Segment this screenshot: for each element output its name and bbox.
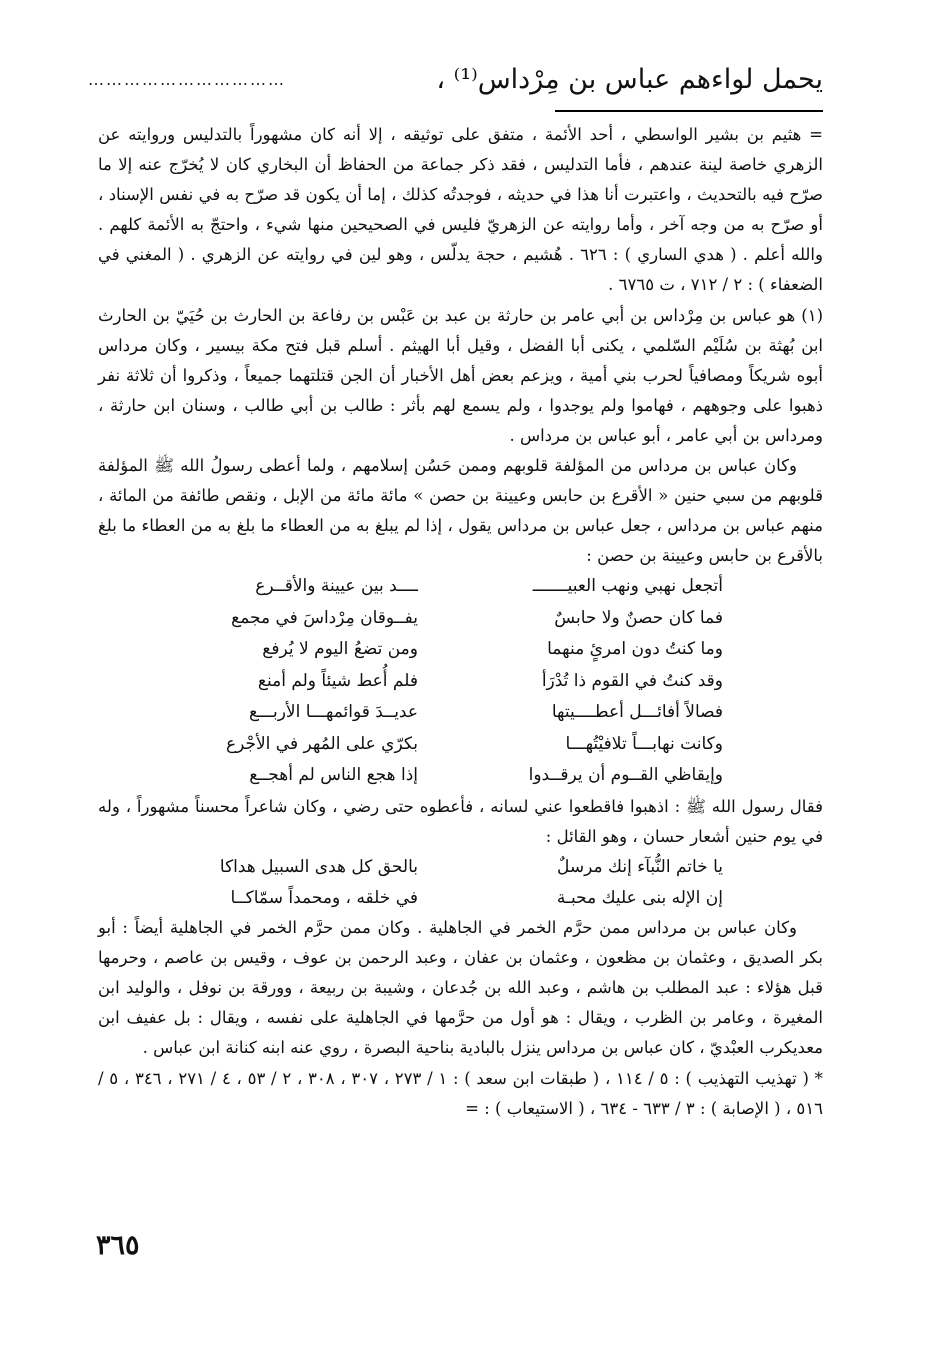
poem-verse <box>98 760 823 792</box>
verse-first-half: وقد كنتُ في القوم ذا تُدْرَأ <box>541 670 723 691</box>
poem-verse <box>98 666 823 698</box>
verse-second-half: عديــدَ قوائمهـــا الأربـــع <box>249 702 418 723</box>
footnote-text: هو عباس بن مِرْداس بن أبي عامر بن حارثة بن عبد بن عَبْس بن رفاعة بن الحارث بن حُيَيّ بن الحارث ابن بُهثة بن سُلَيْم السّلمي ، يكنى أبا الفضل ، وقيل أبا الهيثم . أسلم قبل فتح مكة بيسير ، وكان مرداس أبوه شريكاً ومصافياً لحرب بني أمية ، ويزعم بعض أهل الأخبار أن الجن قتلتهما جميعاً ، وذكروا أن ثلاثة نفر ذهبوا على وجوههم ، فهاموا ولم يوجدوا ، ولم يسمع لهم بأثر : طالب بن أبي طالب ، وسنان ابن حارثة ، ومرداس بن أبي عامر ، أبو عباس بن مرداس . <box>98 305 823 445</box>
poem-verse <box>98 571 823 603</box>
poem-1 <box>98 571 823 792</box>
poem-verse <box>98 634 823 666</box>
poem-verse <box>98 729 823 761</box>
poem-verse <box>98 697 823 729</box>
footnote-number: (١) <box>801 305 823 325</box>
page-number: ٣٦٥ <box>96 1230 140 1261</box>
references: * ( تهذيب التهذيب ) : ٥ / ١١٤ ، ( طبقات ابن سعد ) : ١ / ٢٧٣ ، ٣٠٧ ، ٣٠٨ ، ٢ / ٥٣ ، ٤ / ٢٧١ ، ٣٤٦ ، ٥ / ٥١٦ ، ( الإصابة ) : ٣ / ٦٣٣ - ٦٣٤ ، ( الاستيعاب ) : = <box>98 1068 823 1118</box>
paragraph-prophet-response: فقال رسول الله ﷺ : اذهبوا فاقطعوا عني لسانه ، فأعطوه حتى رضي ، وكان شاعراً محسناً مشهوراً ، وله في يوم حنين أشعار حسان ، وهو القائل : <box>98 796 823 846</box>
header-rule <box>555 110 823 112</box>
verse-second-half: في خلقه ، ومحمداً سمّاكــا <box>230 887 418 908</box>
verse-second-half: ــــد بين عيينة والأقــرع <box>255 576 418 597</box>
header-title: يحمل لواءهم عباس بن مِرْداس⁽¹⁾ ، <box>436 64 823 95</box>
poem-2 <box>98 852 823 913</box>
verse-second-half: بكرّي على المُهر في الأجْرع <box>225 733 418 754</box>
verse-second-half: ومن تضعُ اليوم لا يُرفع <box>262 639 418 660</box>
verse-first-half: وإيقاظي القــوم أن يرقــدوا <box>528 765 723 786</box>
verse-second-half: بالحق كل هدى السبيل هداكا <box>219 857 418 878</box>
poem-verse <box>98 883 823 914</box>
page-body <box>98 120 823 1124</box>
paragraph-muallafa: وكان عباس بن مرداس من المؤلفة قلوبهم وممن حَسُن إسلامهم ، ولما أعطى رسولُ الله ﷺ المؤلفة قلوبهم من سبي حنين « الأقرع بن حابس وعيينة بن حصن » مائة مائة من الإبل ، ونقص طائفة من المائة ، منهم عباس بن مرداس ، جعل عباس بن مرداس يقول ، إذا لم يبلغ به من العطاء ما بلغ به من العطاء ما بلغ بالأقرع بن حابس وعيينة بن حصن : <box>98 456 823 566</box>
poem-verse <box>98 603 823 635</box>
verse-second-half: فلم أُعط شيئاً ولم أمنع <box>257 670 418 691</box>
verse-first-half: يا خاتم النُّبآء إنك مرسلٌ <box>557 857 723 878</box>
verse-second-half: إذا هجع الناس لم أهجــع <box>249 765 418 786</box>
verse-second-half: يفــوقان مِرْداسَ في مجمع <box>231 607 418 628</box>
continued-footnote: = هثيم بن بشير الواسطي ، أحد الأئمة ، متفق على توثيقه ، إلا أنه كان مشهوراً بالتدليس وروايته عن الزهري خاصة لينة عندهم ، فأما التدليس ، فقد ذكر جماعة من الحفاظ أن البخاري كان لا يُخرّج عنه إلا ما صرّح فيه بالتحديث ، واعتبرت أنا هذا في حديثه ، فوجدتُه كذلك ، إما أن يكون قد صرّح به في نفس الإسناد ، أو صرّح به من وجه آخر ، وأما روايته عن الزهريّ فليس في الصحيحين منها شيء ، واحتجّ به الأئمة كلهم . والله أعلم . ( هدي الساري ) : ٦٢٦ . هُشيم ، حجة يدلّس ، وهو لين في روايته عن الزهري . ( المغني في الضعفاء ) : ٢ / ٧١٢ ، ت ٦٧٦٥ . <box>98 125 823 295</box>
running-header <box>88 58 823 98</box>
header-leader-dots: …………………………… <box>88 70 286 89</box>
paragraph-wine-prohibition: وكان عباس بن مرداس ممن حرَّم الخمر في الجاهلية . وكان ممن حرَّم الخمر في الجاهلية أيضاً : أبو بكر الصديق ، وعثمان بن مظعون ، وعثمان بن عفان ، وعبد الرحمن بن عوف ، وقيس بن عاصم ، وحرمها قبل هؤلاء : عبد المطلب بن هاشم ، وعبد الله بن جُدعان ، وشيبة بن ربيعة ، وورقة بن نوفل ، والوليد ابن المغيرة ، وعامر بن الظرب ، ويقال : هو أول من حرَّمها في الجاهلية على نفسه ، ويقال : بل عفيف ابن معديكرب العبْديّ ، كان عباس بن مرداس ينزل بالبادية بناحية البصرة ، روي عنه ابنه كنانة ابن عباس . <box>98 918 823 1058</box>
poem-verse <box>98 852 823 883</box>
footnote-1 <box>98 301 823 451</box>
verse-first-half: فما كان حصنٌ ولا حابسٌ <box>554 607 723 628</box>
verse-first-half: وما كنتُ دون امرئٍ منهما <box>547 639 723 660</box>
verse-first-half: أتجعل نهبي ونهب العبيـــــــ <box>532 576 723 597</box>
verse-first-half: فصالاً أفائـــل أعطــــيتها <box>551 702 723 723</box>
verse-first-half: وكانت نهابـــاً تلافيْتُهـــا <box>565 733 723 754</box>
verse-first-half: إن الإله بنى عليك محبـة <box>556 887 723 908</box>
